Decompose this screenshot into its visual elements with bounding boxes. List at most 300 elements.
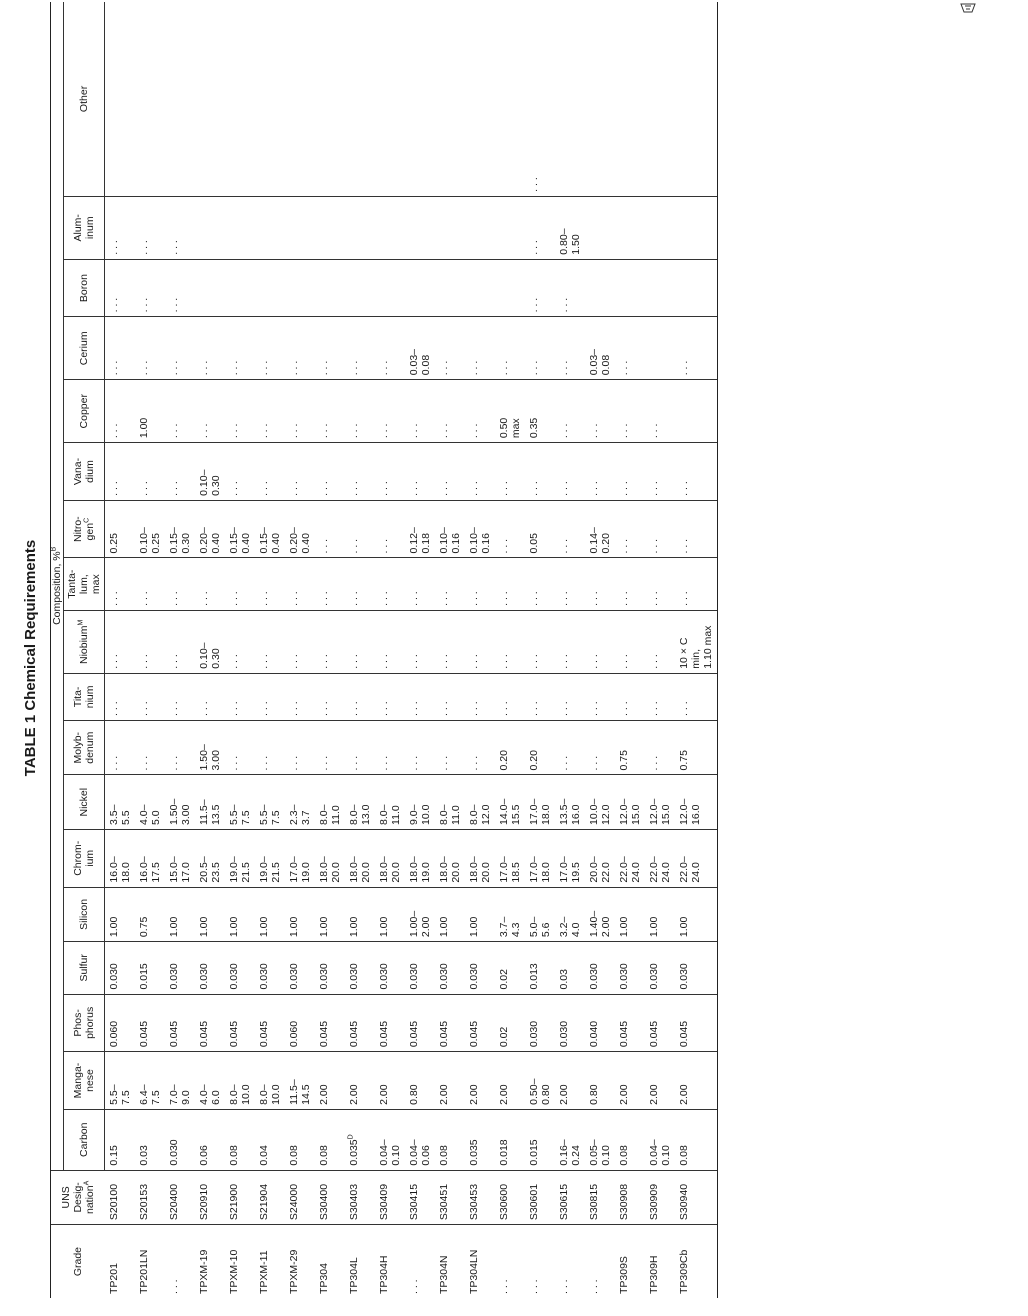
header-composition: Composition, %$^B$ <box>51 2 64 1170</box>
cell-grade: TP309H <box>648 1255 660 1294</box>
cell-nickel: 8.0– 13.0 <box>345 775 375 830</box>
cell-vanadium: . . . <box>255 443 285 501</box>
cell-copper: 0.50 max <box>495 380 525 443</box>
cell-niobium: . . . <box>465 610 495 673</box>
cell-boron <box>615 259 645 317</box>
cell-silicon: 1.00 <box>225 887 255 942</box>
header-uns: UNS Desig- nation$^A$ <box>51 1170 105 1225</box>
cell-silicon: 1.40– 2.00 <box>585 887 615 942</box>
cell-silicon: 1.00– 2.00 <box>405 887 435 942</box>
cell-boron: . . . <box>105 259 136 317</box>
cell-niobium: . . . <box>585 610 615 673</box>
cell-copper: 0.35 <box>525 380 555 443</box>
cell-chromium: 19.0– 21.5 <box>255 829 285 887</box>
cell-phosphorus: 0.060 <box>105 994 136 1052</box>
cell-sulfur: 0.030 <box>105 942 136 994</box>
cell-carbon: 0.04 <box>255 1109 285 1170</box>
cell-aluminum <box>345 196 375 259</box>
cell-manganese: 0.80 <box>405 1052 435 1110</box>
cell-boron <box>495 259 525 317</box>
cell-molybdenum: . . . <box>255 720 285 775</box>
header-nitrogen: Nitro- gen$^C$ <box>64 500 105 558</box>
cell-manganese: 2.00 <box>465 1052 495 1110</box>
cell-sulfur: 0.030 <box>585 942 615 994</box>
cell-uns: S20153 <box>135 1170 165 1225</box>
cell-uns: S30415 <box>405 1170 435 1225</box>
cell-tantalum: . . . <box>375 558 405 610</box>
cell-nitrogen: . . . <box>375 500 405 558</box>
table-row <box>645 2 675 1298</box>
cell-copper: . . . <box>345 380 375 443</box>
cell-nickel: 14.0– 15.5 <box>495 775 525 830</box>
table-row <box>675 2 718 1298</box>
cell-phosphorus: 0.045 <box>405 994 435 1052</box>
cell-molybdenum: . . . <box>135 720 165 775</box>
cell-tantalum: . . . <box>195 558 225 610</box>
header-sulfur: Sulfur <box>64 942 105 994</box>
cell-vanadium: . . . <box>225 443 255 501</box>
cell-niobium: . . . <box>345 610 375 673</box>
table-row <box>495 2 525 1298</box>
cell-niobium: . . . <box>615 610 645 673</box>
cell-aluminum <box>435 196 465 259</box>
cell-niobium: . . . <box>285 610 315 673</box>
cell-manganese: 7.0– 9.0 <box>165 1052 195 1110</box>
cell-titanium: . . . <box>165 673 195 720</box>
cell-cerium: . . . <box>165 317 195 380</box>
cell-phosphorus: 0.045 <box>165 994 195 1052</box>
cell-manganese: 8.0– 10.0 <box>225 1052 255 1110</box>
cell-nitrogen: . . . <box>345 500 375 558</box>
cell-chromium: 17.0– 19.0 <box>285 829 315 887</box>
cell-copper: . . . <box>285 380 315 443</box>
cell-titanium: . . . <box>225 673 255 720</box>
cell-uns: S20910 <box>195 1170 225 1225</box>
cell-manganese: 6.4– 7.5 <box>135 1052 165 1110</box>
cell-copper: . . . <box>315 380 345 443</box>
cell-niobium: . . . <box>525 610 555 673</box>
cell-uns: S24000 <box>285 1170 315 1225</box>
header-molybdenum: Molyb- denum <box>64 720 105 775</box>
cell-grade: TP304N <box>438 1255 450 1294</box>
cell-phosphorus: 0.045 <box>315 994 345 1052</box>
cell-phosphorus: 0.045 <box>465 994 495 1052</box>
cell-grade: TPXM-11 <box>258 1250 270 1294</box>
cell-grade: . . . <box>588 1279 600 1294</box>
cell-nitrogen: 0.14– 0.20 <box>585 500 615 558</box>
cell-titanium: . . . <box>255 673 285 720</box>
cell-uns: S30600 <box>495 1170 525 1225</box>
cell-grade: TPXM-10 <box>228 1249 240 1294</box>
cell-cerium: . . . <box>135 317 165 380</box>
cell-carbon: 0.08 <box>285 1109 315 1170</box>
cell-aluminum <box>675 196 718 259</box>
cell-chromium: 18.0– 19.0 <box>405 829 435 887</box>
table-row <box>225 2 255 1298</box>
cell-boron <box>465 259 495 317</box>
cell-grade: TP201 <box>107 1263 120 1294</box>
header-boron: Boron <box>64 259 105 317</box>
cell-grade: . . . <box>558 1279 570 1294</box>
cell-other <box>585 2 615 196</box>
cell-tantalum: . . . <box>345 558 375 610</box>
cell-nickel: 10.0– 12.0 <box>585 775 615 830</box>
cell-aluminum <box>255 196 285 259</box>
cell-manganese: 8.0– 10.0 <box>255 1052 285 1110</box>
cell-grade: . . . <box>498 1279 510 1294</box>
cell-cerium <box>645 317 675 380</box>
cell-aluminum <box>495 196 525 259</box>
cell-sulfur: 0.030 <box>615 942 645 994</box>
cell-nitrogen: 0.15– 0.40 <box>255 500 285 558</box>
cell-aluminum: . . . <box>105 196 136 259</box>
cell-cerium: . . . <box>315 317 345 380</box>
cell-vanadium: . . . <box>135 443 165 501</box>
header-titanium: Tita- nium <box>64 673 105 720</box>
table-row <box>405 2 435 1298</box>
chemical-requirements-table <box>50 2 718 1298</box>
cell-aluminum <box>285 196 315 259</box>
cell-tantalum: . . . <box>135 558 165 610</box>
cell-titanium: . . . <box>525 673 555 720</box>
cell-titanium: . . . <box>315 673 345 720</box>
cell-nitrogen: 0.25 <box>105 500 136 558</box>
cell-manganese: 11.5– 14.5 <box>285 1052 315 1110</box>
cell-phosphorus: 0.030 <box>525 994 555 1052</box>
cell-carbon: 0.04– 0.06 <box>405 1109 435 1170</box>
cell-boron <box>585 259 615 317</box>
cell-copper: . . . <box>405 380 435 443</box>
table-row <box>285 2 315 1298</box>
cell-cerium: . . . <box>615 317 645 380</box>
cell-sulfur: 0.030 <box>345 942 375 994</box>
cell-phosphorus: 0.045 <box>375 994 405 1052</box>
cell-aluminum: . . . <box>525 196 555 259</box>
cell-sulfur: 0.030 <box>645 942 675 994</box>
cell-uns: S21904 <box>255 1170 285 1225</box>
cell-sulfur: 0.02 <box>495 942 525 994</box>
cell-boron <box>195 259 225 317</box>
cell-niobium: . . . <box>555 610 585 673</box>
cell-aluminum <box>315 196 345 259</box>
cell-molybdenum: 0.20 <box>495 720 525 775</box>
header-carbon: Carbon <box>64 1109 105 1170</box>
cell-manganese: 0.80 <box>585 1052 615 1110</box>
cell-sulfur: 0.030 <box>375 942 405 994</box>
cell-titanium: . . . <box>405 673 435 720</box>
cell-silicon: 1.00 <box>615 887 645 942</box>
cell-silicon: 1.00 <box>675 887 718 942</box>
cell-carbon: 0.015 <box>525 1109 555 1170</box>
cell-silicon: 0.75 <box>135 887 165 942</box>
cell-chromium: 20.5– 23.5 <box>195 829 225 887</box>
cell-grade: TP304 <box>318 1263 330 1294</box>
cell-uns: S30940 <box>675 1170 718 1225</box>
cell-chromium: 18.0– 20.0 <box>435 829 465 887</box>
cell-phosphorus: 0.045 <box>345 994 375 1052</box>
cell-nitrogen: . . . <box>495 500 525 558</box>
cell-sulfur: 0.030 <box>405 942 435 994</box>
cell-carbon: 0.04– 0.10 <box>645 1109 675 1170</box>
cell-titanium: . . . <box>675 673 718 720</box>
table-body <box>105 2 718 1298</box>
cell-nickel: 13.5– 16.0 <box>555 775 585 830</box>
cell-tantalum: . . . <box>165 558 195 610</box>
cell-sulfur: 0.030 <box>225 942 255 994</box>
cell-titanium: . . . <box>345 673 375 720</box>
cell-chromium: 17.0– 19.5 <box>555 829 585 887</box>
cell-titanium: . . . <box>555 673 585 720</box>
cell-molybdenum: . . . <box>105 720 136 775</box>
cell-nickel: 3.5– 5.5 <box>105 775 136 830</box>
header-phosphorus: Phos- phorus <box>64 994 105 1052</box>
cell-vanadium: . . . <box>165 443 195 501</box>
cell-chromium: 20.0– 22.0 <box>585 829 615 887</box>
cell-other <box>375 2 405 196</box>
cell-copper: . . . <box>255 380 285 443</box>
cell-nitrogen: 0.10– 0.25 <box>135 500 165 558</box>
table-row <box>315 2 345 1298</box>
cell-carbon: 0.08 <box>435 1109 465 1170</box>
cell-sulfur: 0.030 <box>315 942 345 994</box>
cell-copper: . . . <box>435 380 465 443</box>
cell-titanium: . . . <box>585 673 615 720</box>
cell-boron <box>315 259 345 317</box>
cell-nickel: 12.0– 15.0 <box>615 775 645 830</box>
cell-nickel: 8.0– 11.0 <box>375 775 405 830</box>
cell-molybdenum: . . . <box>405 720 435 775</box>
cell-tantalum: . . . <box>255 558 285 610</box>
cell-uns: S30453 <box>465 1170 495 1225</box>
cell-cerium: . . . <box>105 317 136 380</box>
cell-molybdenum: . . . <box>555 720 585 775</box>
cell-chromium: 18.0– 20.0 <box>375 829 405 887</box>
table-row <box>105 2 136 1298</box>
cell-grade: TP201LN <box>138 1249 150 1294</box>
cell-niobium: 10 × C min, 1.10 max <box>675 610 718 673</box>
cell-chromium: 22.0– 24.0 <box>675 829 718 887</box>
cell-aluminum: 0.80– 1.50 <box>555 196 585 259</box>
cell-cerium: . . . <box>675 317 718 380</box>
cell-tantalum: . . . <box>225 558 255 610</box>
table-row <box>555 2 585 1298</box>
cell-cerium: . . . <box>225 317 255 380</box>
cell-molybdenum: . . . <box>285 720 315 775</box>
cell-aluminum <box>195 196 225 259</box>
cell-molybdenum: . . . <box>375 720 405 775</box>
cell-carbon: 0.08 <box>675 1109 718 1170</box>
cell-copper: . . . <box>555 380 585 443</box>
cell-nickel: 12.0– 16.0 <box>675 775 718 830</box>
cell-sulfur: 0.030 <box>195 942 225 994</box>
cell-grade: . . . <box>408 1279 420 1294</box>
cell-aluminum <box>405 196 435 259</box>
cell-molybdenum: 0.20 <box>525 720 555 775</box>
cell-carbon: 0.16– 0.24 <box>555 1109 585 1170</box>
cell-boron <box>285 259 315 317</box>
cell-vanadium: . . . <box>675 443 718 501</box>
cell-boron: . . . <box>165 259 195 317</box>
cell-molybdenum: . . . <box>345 720 375 775</box>
cell-aluminum <box>465 196 495 259</box>
cell-carbon: 0.15 <box>105 1109 136 1170</box>
cell-molybdenum: 0.75 <box>615 720 645 775</box>
cell-vanadium: . . . <box>555 443 585 501</box>
cell-manganese: 2.00 <box>555 1052 585 1110</box>
header-other: Other <box>64 2 105 196</box>
cell-copper: . . . <box>225 380 255 443</box>
cell-grade: TPXM-29 <box>288 1249 300 1294</box>
cell-cerium: 0.03– 0.08 <box>585 317 615 380</box>
cell-manganese: 2.00 <box>375 1052 405 1110</box>
cell-cerium: . . . <box>495 317 525 380</box>
cell-sulfur: 0.015 <box>135 942 165 994</box>
header-tantalum: Tanta- lum, max <box>64 558 105 610</box>
cell-silicon: 1.00 <box>375 887 405 942</box>
cell-boron <box>675 259 718 317</box>
header-aluminum: Alum- inum <box>64 196 105 259</box>
cell-manganese: 5.5– 7.5 <box>105 1052 136 1110</box>
cell-uns: S21900 <box>225 1170 255 1225</box>
cell-phosphorus: 0.060 <box>285 994 315 1052</box>
cell-aluminum <box>375 196 405 259</box>
cell-other <box>315 2 345 196</box>
header-nickel: Nickel <box>64 775 105 830</box>
cell-other <box>405 2 435 196</box>
cell-silicon: 1.00 <box>465 887 495 942</box>
cell-sulfur: 0.030 <box>255 942 285 994</box>
cell-chromium: 19.0– 21.5 <box>225 829 255 887</box>
cell-sulfur: 0.030 <box>435 942 465 994</box>
cell-niobium: . . . <box>645 610 675 673</box>
header-niobium: Niobium$^M$ <box>64 610 105 673</box>
cell-nickel: 2.3– 3.7 <box>285 775 315 830</box>
header-silicon: Silicon <box>64 887 105 942</box>
cell-silicon: 3.2– 4.0 <box>555 887 585 942</box>
cell-vanadium: 0.10– 0.30 <box>195 443 225 501</box>
cell-other: . . . <box>525 2 555 196</box>
cell-chromium: 16.0– 18.0 <box>105 829 136 887</box>
cell-nickel: 9.0– 10.0 <box>405 775 435 830</box>
table-row <box>375 2 405 1298</box>
cell-carbon: 0.05– 0.10 <box>585 1109 615 1170</box>
cell-manganese: 2.00 <box>495 1052 525 1110</box>
cell-carbon: 0.04– 0.10 <box>375 1109 405 1170</box>
cell-vanadium: . . . <box>525 443 555 501</box>
cell-silicon: 1.00 <box>285 887 315 942</box>
cell-other <box>645 2 675 196</box>
cell-cerium: . . . <box>555 317 585 380</box>
cell-boron <box>225 259 255 317</box>
cell-tantalum: . . . <box>645 558 675 610</box>
cell-grade: . . . <box>528 1279 540 1294</box>
table-row <box>585 2 615 1298</box>
cell-manganese: 2.00 <box>345 1052 375 1110</box>
cell-tantalum: . . . <box>555 558 585 610</box>
cell-aluminum <box>225 196 255 259</box>
cell-nitrogen: 0.15– 0.30 <box>165 500 195 558</box>
cell-nickel: 5.5– 7.5 <box>225 775 255 830</box>
cell-titanium: . . . <box>435 673 465 720</box>
cell-vanadium: . . . <box>585 443 615 501</box>
cell-nitrogen: . . . <box>315 500 345 558</box>
cell-chromium: 17.0– 18.5 <box>495 829 525 887</box>
cell-boron <box>405 259 435 317</box>
cell-other <box>675 2 718 196</box>
table-row <box>615 2 645 1298</box>
cell-other <box>225 2 255 196</box>
cell-uns: S30908 <box>615 1170 645 1225</box>
cell-silicon: 1.00 <box>315 887 345 942</box>
cell-titanium: . . . <box>645 673 675 720</box>
cell-niobium: . . . <box>435 610 465 673</box>
cell-carbon: 0.035 <box>465 1109 495 1170</box>
cell-phosphorus: 0.045 <box>225 994 255 1052</box>
table-row <box>525 2 555 1298</box>
header-grade: Grade <box>51 1225 105 1298</box>
cell-boron <box>255 259 285 317</box>
cell-other <box>255 2 285 196</box>
cell-uns: S30400 <box>315 1170 345 1225</box>
cell-nitrogen: 0.10– 0.16 <box>435 500 465 558</box>
cell-aluminum <box>585 196 615 259</box>
cell-boron: . . . <box>555 259 585 317</box>
cell-nitrogen: . . . <box>615 500 645 558</box>
cell-nickel: 11.5– 13.5 <box>195 775 225 830</box>
cell-cerium: . . . <box>465 317 495 380</box>
cell-aluminum: . . . <box>135 196 165 259</box>
cell-vanadium: . . . <box>285 443 315 501</box>
cell-nitrogen: 0.05 <box>525 500 555 558</box>
cell-tantalum: . . . <box>585 558 615 610</box>
cell-cerium: . . . <box>435 317 465 380</box>
cell-grade: TP304H <box>378 1255 390 1294</box>
table-row <box>165 2 195 1298</box>
cell-other <box>555 2 585 196</box>
cell-carbon: 0.018 <box>495 1109 525 1170</box>
cell-other <box>435 2 465 196</box>
cell-nitrogen: 0.15– 0.40 <box>225 500 255 558</box>
cell-sulfur: 0.030 <box>285 942 315 994</box>
cell-uns: S30909 <box>645 1170 675 1225</box>
cell-grade: . . . <box>168 1279 180 1294</box>
cell-niobium: . . . <box>225 610 255 673</box>
cell-grade: TP304L <box>348 1257 360 1294</box>
cell-nitrogen: 0.20– 0.40 <box>195 500 225 558</box>
cell-nickel: 4.0– 5.0 <box>135 775 165 830</box>
table-row <box>135 2 165 1298</box>
cell-uns: S30615 <box>555 1170 585 1225</box>
cell-uns: S20400 <box>165 1170 195 1225</box>
cell-silicon: 1.00 <box>165 887 195 942</box>
cell-molybdenum: 1.50– 3.00 <box>195 720 225 775</box>
cell-molybdenum: . . . <box>645 720 675 775</box>
cell-other <box>345 2 375 196</box>
cell-chromium: 18.0– 20.0 <box>465 829 495 887</box>
cell-sulfur: 0.030 <box>165 942 195 994</box>
cell-nitrogen: 0.12– 0.18 <box>405 500 435 558</box>
table-row <box>195 2 225 1298</box>
cell-copper <box>675 380 718 443</box>
cell-cerium: 0.03– 0.08 <box>405 317 435 380</box>
cell-uns: S30403 <box>345 1170 375 1225</box>
cell-niobium: . . . <box>255 610 285 673</box>
cell-vanadium: . . . <box>465 443 495 501</box>
cell-titanium: . . . <box>375 673 405 720</box>
cell-aluminum <box>615 196 645 259</box>
cell-nitrogen: . . . <box>645 500 675 558</box>
cell-niobium: . . . <box>375 610 405 673</box>
